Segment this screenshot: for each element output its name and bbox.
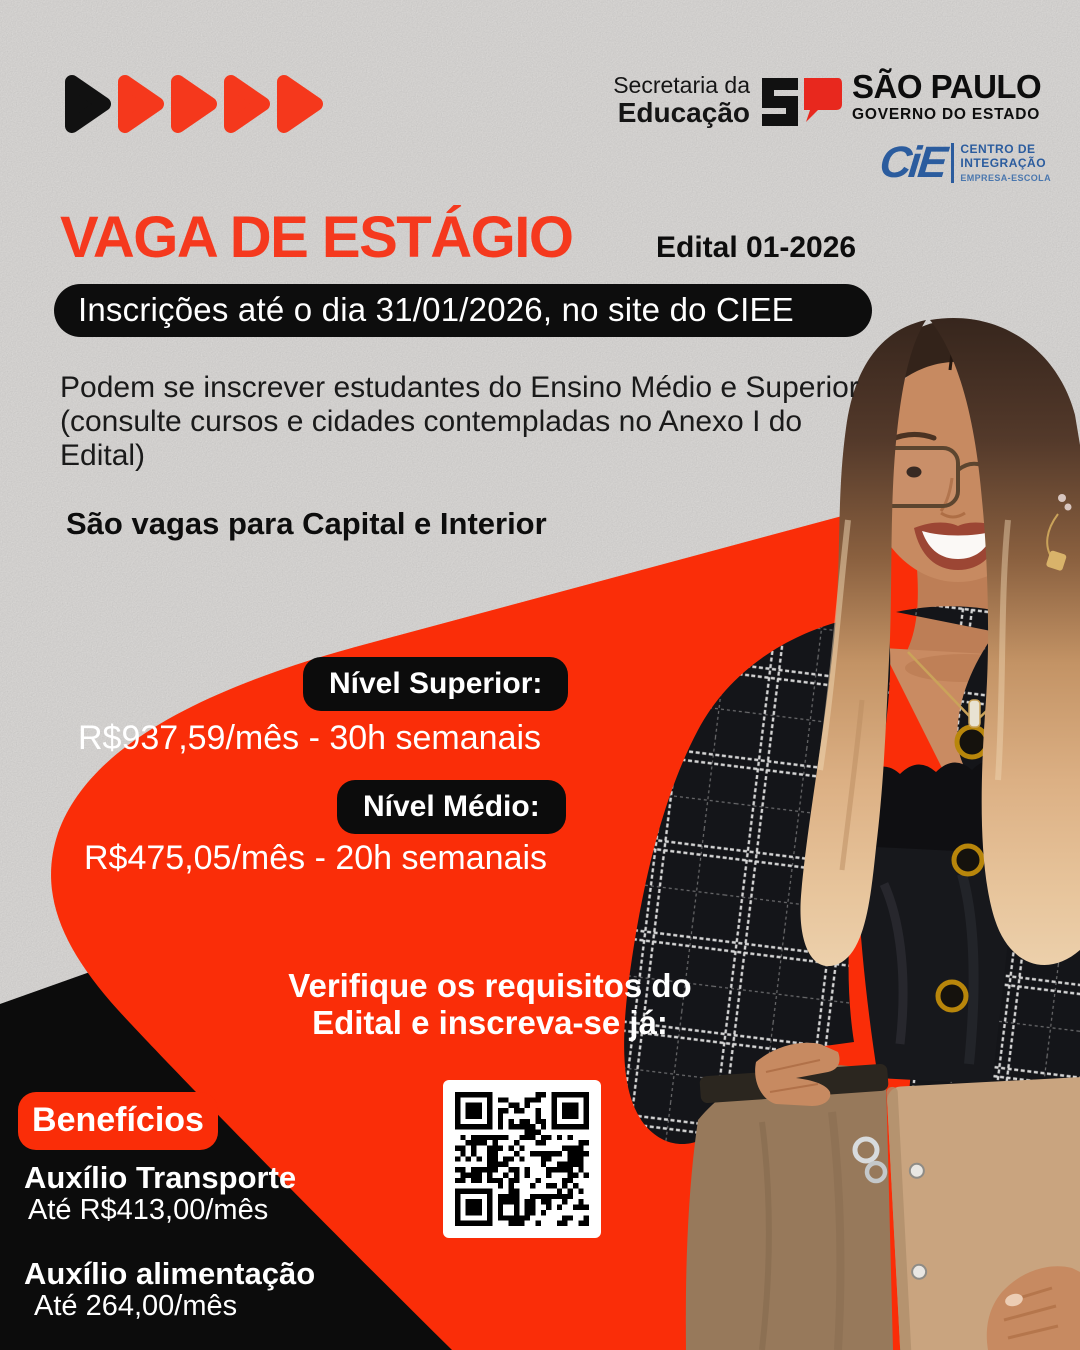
cta-line1: Verifique os requisitos do	[288, 967, 692, 1004]
nivel-superior-detail: R$937,59/mês - 30h semanais	[78, 719, 542, 757]
deadline-banner: Inscrições até o dia 31/01/2026, no site do CIEE	[54, 284, 872, 337]
ciee-line3: EMPRESA-ESCOLA	[960, 172, 1051, 183]
cta-line2: Edital e inscreva-se já:	[312, 1003, 668, 1041]
state-name: SÃO PAULO	[852, 68, 1042, 105]
state-gov: GOVERNO DO ESTADO	[852, 106, 1041, 123]
benefit-transport-name: Auxílio Transporte	[24, 1160, 297, 1195]
qr-code-pattern	[455, 1092, 589, 1226]
page-title: VAGA DE ESTÁGIO	[60, 205, 573, 270]
sp-monogram-icon	[758, 72, 844, 132]
edital-number: Edital 01-2026	[656, 231, 857, 264]
benefits-badge: Benefícios	[18, 1092, 218, 1150]
nivel-medio-badge: Nível Médio:	[337, 780, 566, 834]
ciee-line1: CENTRO DE	[960, 142, 1036, 157]
benefit-food-name: Auxílio alimentação	[24, 1256, 316, 1291]
ciee-line2: INTEGRAÇÃO	[960, 156, 1047, 170]
ciee-acronym: CiE	[877, 138, 947, 187]
benefit-transport-value: Até R$413,00/mês	[28, 1194, 269, 1226]
locations-highlight: São vagas para Capital e Interior	[66, 506, 547, 541]
secretaria-line1: Secretaria da	[613, 72, 750, 98]
cta-text	[230, 968, 750, 1042]
eligibility-paragraph: Podem se inscrever estudantes do Ensino Médio e Superior (consulte cursos e cidades contempladas no Anexo I do Edital)	[60, 371, 859, 473]
benefit-food-value: Até 264,00/mês	[34, 1290, 238, 1322]
secretaria-line2: Educação	[617, 97, 750, 128]
nivel-superior-badge: Nível Superior:	[303, 657, 568, 711]
secretaria-educacao-logo	[560, 74, 750, 127]
sao-paulo-gov-logo	[852, 70, 1041, 123]
nivel-medio-detail: R$475,05/mês - 20h semanais	[84, 839, 548, 877]
qr-code	[443, 1080, 601, 1238]
play-arrows-icon	[58, 68, 333, 140]
ciee-logo	[877, 138, 1051, 188]
